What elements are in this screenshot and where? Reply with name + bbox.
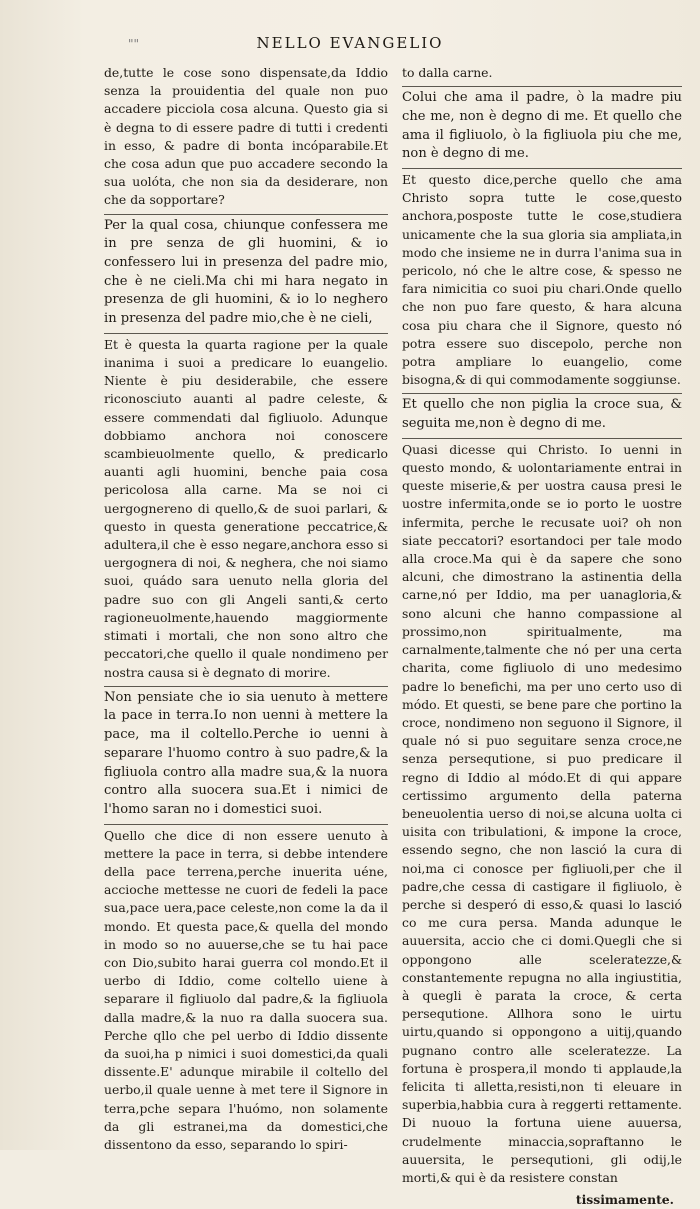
gospel-verse: Non pensiate che io sia uenuto à mettere la pace in terra.Io non uenni à mettere la pace, ma il coltello.Perche io uenni à separare l'huomo contro à suo padre,& la figliuola contro alla madre sua,& la nuora contro alla suocera sua.Et i nimici de l'homo saran no i domestici suoi.	[104, 689, 388, 817]
right-text-column	[402, 64, 682, 1209]
section-rule	[104, 333, 388, 334]
section-rule	[402, 438, 682, 439]
section-rule	[104, 824, 388, 825]
closing-word: tissimamente.	[575, 1192, 674, 1208]
commentary-paragraph: Quello che dice di non essere uenuto à mettere la pace in terra, si debbe intendere della pace terrena,perche inuerita uéne, accioche mettesse ne cuori de fedeli la pace sua,pace uera,pace celeste,non come la da il mondo. Et questa pace,& quella del mondo in modo so no auuerse,che se tu hai pace con Dio,subito harai guerra col mondo.Et il uerbo di Iddio, come coltello uiene à separare il figliuolo dal padre,& la figliuola dalla madre,& la nuo ra dalla suocera sua. Perche qllo che pel uerbo di Iddio dissente da suoi,ha p nimici i suoi domestici,da quali dissente.E' adunque mirabile il coltello del uerbo,il quale uenne à met tere il Signore in terra,pche separa l'huómo, non solamente da gli estranei,ma da domestici,che dissentono da esso, separando lo spiri-	[104, 827, 388, 1153]
gospel-verse: Et quello che non piglia la croce sua, & seguita me,non è degno di me.	[402, 397, 682, 432]
running-title: NELLO EVANGELIO	[256, 34, 444, 52]
section-rule	[402, 168, 682, 169]
commentary-paragraph: Quasi dicesse qui Christo. Io uenni in questo mondo, & uolontariamente entrai in queste miserie,& per uostra causa presi le uostre infermita,onde se io porto le uostre infermita, perche le recusate uoi? oh non siate peccatori? esortandoci per tale modo alla croce.Ma qui è da sapere che sono alcuni, che dimostrano la astinentia della carne,nó per Iddio, ma per uanagloria,& sono alcuni che hanno compassione al prossimo,non spiritualmente, ma carnalmente,talmente che nó per una certa charita, come figliuolo di uno medesimo padre lo benefichi, ma per uno certo uso di módo. Et questi, se bene pare che portino la croce, nondimeno non seguono il Signore, il quale nó si puo seguitare senza croce,ne senza persequtione, si puo predicare il regno di Iddio al módo.Et di qui appare certissimo argumento della paterna beneuolentia uerso di noi,se alcuna uolta ci uisita con tribulationi, & impone la croce, essendo segno, che non lasció la cura di noi,ma ci conosce per figliuoli,per che il padre,che cessa di castigare il figliuolo, è perche si desperó di esso,& quasi lo lasció co me cura persa. Manda adunque le auuersita, accio che ci domi.Quegli che si oppongono alle sceleratezze,& constantemente repugna no alla ingiustitia, à quegli è parata la croce, & certa persequtione. Allhora sono le uirtu uirtu,quando si oppongono a uitij,quando pugnano contro alle sceleratezze. La fortuna è prospera,il mondo ti applaude,la felicita ti alletta,resisti,non ti eleuare in superbia,habbia cura à reggerti rettamente. Di nuouo la fortuna uiene auuersa, crudelmente minaccia,sopraftanno le auuersita, le persequtioni, gli odij,le morti,& qui è da resistere constan	[402, 441, 682, 1185]
section-rule	[104, 214, 388, 215]
gospel-verse: Per la qual cosa, chiunque confessera me in pre senza de gli huomini, & io confessero lui in presenza del padre mio, che è ne cieli.Ma chi mi hara negato in presenza de gli huomini, & io lo neghero in presenza del padre mio,che è ne cieli,	[104, 217, 388, 327]
commentary-paragraph: Et è questa la quarta ragione per la quale inanima i suoi a predicare lo euangelio. Niente è piu desiderabile, che essere riconosciuto auanti al padre celeste, & essere commendati dal figliuolo. Adunque dobbiamo anchora noi conoscere scambieuolmente quello, & predicarlo auanti agli huomini, benche paia cosa pericolosa alla carne. Ma se noi ci uergognereno di quello,& de suoi parlari, & questo in questa generatione peccatrice,& adultera,il che è esso negare,anchora esso si uergognera di noi, & neghera, che noi siamo suoi, quádo sara uenuto nella gloria del padre suo con gli Angeli santi,& certo ragioneuolmente,hauendo maggiormente stimati i mortali, che non sono altro che peccatori,che quello il quale nondimeno per nostra causa si è degnato di morire.	[104, 336, 388, 680]
section-rule	[104, 686, 388, 687]
left-text-column	[104, 64, 388, 1158]
section-rule	[402, 86, 682, 87]
gospel-verse: Colui che ama il padre, ò la madre piu che me, non è degno di me. Et quello che ama il figliuolo, ò la figliuola piu che me, non è degno di me.	[402, 90, 682, 162]
commentary-paragraph: de,tutte le cose sono dispensate,da Iddio senza la prouidentia del quale non puo accadere picciola cosa alcuna. Questo gia si è degna to di essere padre di tutti i credenti in esso, & padre di bonta incóparabile.Et che cosa adun que puo accadere secondo la sua uolóta, che non sia da desiderare, non che da sopportare?	[104, 65, 388, 208]
commentary-paragraph: Et questo dice,perche quello che ama Christo sopra tutte le cose,questo anchora,posposte tutte le cose,studiera unicamente che la sua gloria sia ampliata,in modo che insieme ne in durra l'anima sua in pericolo, nó che le altre cose, & spesso ne fara nimicitia co suoi piu chari.Onde quello che non puo fare questo, & hara alcuna cosa piu chara che il Signore, questo nó potra essere suo discepolo, perche non potra ampliare lo euangelio, come bisogna,& di qui commodamente soggiunse.	[402, 172, 682, 388]
section-rule	[402, 393, 682, 394]
folio-mark: ""	[128, 37, 140, 51]
commentary-paragraph: to dalla carne.	[402, 65, 493, 80]
